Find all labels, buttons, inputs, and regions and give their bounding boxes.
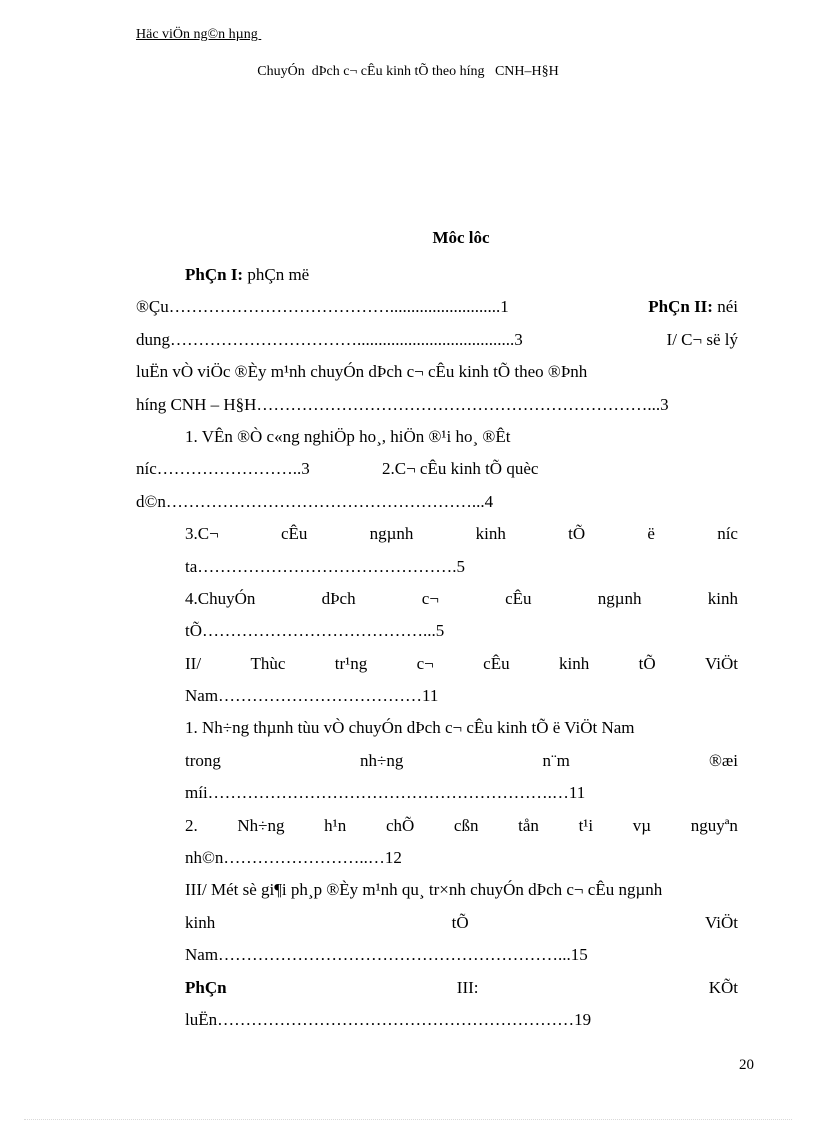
toc-entry-text: ®Çu…………………………………..........................1: [136, 297, 509, 317]
toc-line: 1. Nh÷ng thµnh tùu vÒ chuyÓn dÞch c¬ cÊu kinh tÕ ë ViÖt Nam: [185, 718, 635, 738]
toc-line: ®Çu…………………………………..........................1 PhÇn II: néi: [136, 297, 738, 317]
toc-line: d©n………………………………………………...4: [136, 491, 494, 511]
toc-line: níc……………………..3 2.C¬ cÊu kinh tÕ quèc: [136, 459, 539, 479]
toc-title: Môc lôc: [432, 228, 490, 247]
header-institution: Häc viÖn ng©n hµng: [136, 27, 262, 42]
toc-line: III/ Mét sè gi¶i ph¸p ®Èy m¹nh qu¸ tr×nh chuyÓn dÞch c¬ cÊu ngµnh: [185, 880, 663, 900]
toc-line: kinh tÕ ViÖt: [185, 912, 738, 932]
table-of-contents: [136, 259, 738, 1036]
toc-part-label: PhÇn I:: [185, 265, 244, 284]
toc-line: trong nh÷ng n¨m ®æi: [185, 750, 738, 770]
toc-line: PhÇn I: phÇn më: [185, 265, 310, 284]
toc-line: Nam………………………………11: [185, 686, 439, 706]
toc-line: 3.C¬ cÊu ngµnh kinh tÕ ë níc: [185, 524, 738, 544]
toc-line: 2. Nh÷ng h¹n chÕ cßn tån t¹i vµ nguyªn: [185, 815, 738, 835]
toc-line: II/ Thùc tr¹ng c¬ cÊu kinh tÕ ViÖt: [185, 653, 738, 673]
toc-part-label: PhÇn: [185, 977, 227, 997]
toc-line: 1. VÊn ®Ò c«ng nghiÖp ho¸, hiÖn ®¹i ho¸ ®Êt: [185, 426, 511, 446]
toc-line: dung…………………………….....................................3 I/ C¬ së lý: [136, 329, 738, 349]
toc-line: ta……………………………………….5: [185, 556, 466, 576]
page-number: 20: [739, 1057, 754, 1073]
toc-entry-text: dung…………………………….....................................3: [136, 329, 523, 349]
toc-line: tÕ…………………………………...5: [185, 621, 445, 641]
toc-line: 4.ChuyÓn dÞch c¬ cÊu ngµnh kinh: [185, 588, 738, 608]
toc-line: míi…………………………………………………….…11: [185, 783, 586, 803]
toc-line: híng CNH – H§H……………………………………………………………...3: [136, 394, 669, 414]
toc-line: luËn………………………………………………………19: [185, 1009, 592, 1029]
header-topic: ChuyÓn dÞch c¬ cÊu kinh tÕ theo híng CNH–H§H: [257, 64, 559, 79]
footer-rule: [24, 1119, 792, 1120]
toc-line: Nam……………………………………………………...15: [185, 945, 588, 965]
toc-line: luËn vÒ viÖc ®Èy m¹nh chuyÓn dÞch c¬ cÊu kinh tÕ theo ®Þnh: [136, 362, 588, 382]
toc-line: nh©n……………………..…12: [185, 848, 402, 868]
toc-line: PhÇn III: KÕt: [136, 972, 738, 1004]
toc-part-label: PhÇn II:: [648, 297, 713, 317]
